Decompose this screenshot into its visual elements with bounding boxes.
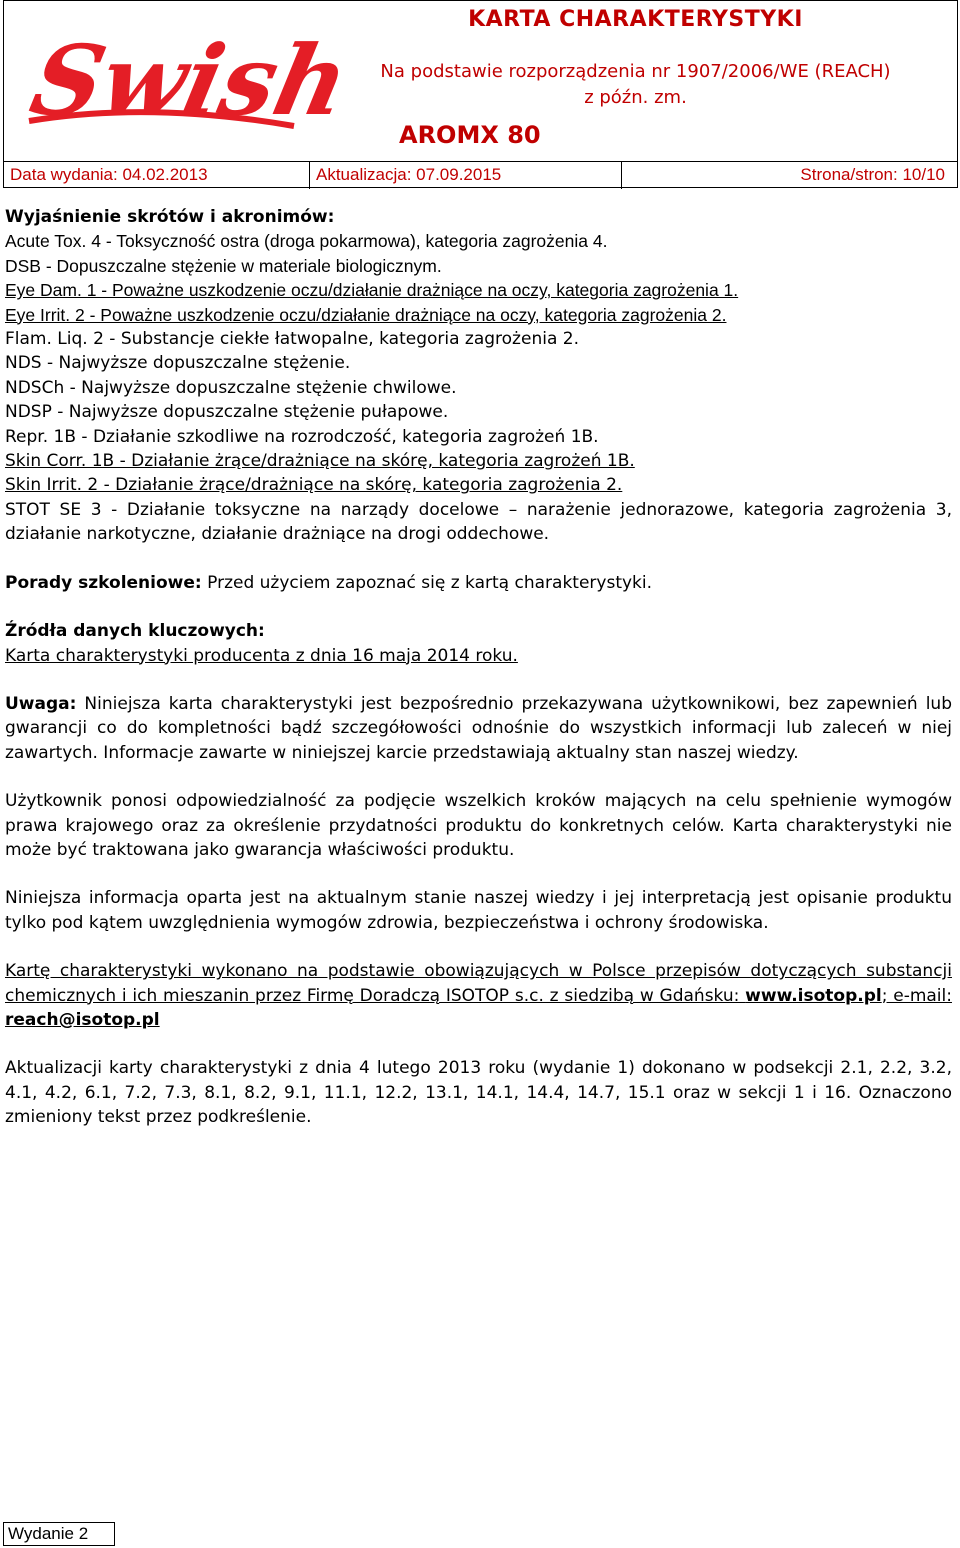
abbrev-eye-irrit: Eye Irrit. 2 - Poważne uszkodzenie oczu/działanie drażniące na oczy, kategoria zagrożenia 2.: [5, 304, 727, 325]
basis-paragraph: Niniejsza informacja oparta jest na aktualnym stanie naszej wiedzy i jej interpretacją jest opisanie produktu tylko pod kątem uwzględnienia wymogów zdrowia, bezpieczeństwa i ochrony środowiska.: [5, 888, 952, 933]
training-text: Przed użyciem zapoznać się z kartą charakterystyki.: [201, 572, 653, 593]
training-paragraph: [5, 571, 952, 595]
prepared-paragraph: [5, 959, 952, 1032]
sources-heading: Źródła danych kluczowych:: [5, 621, 265, 642]
abbrev-skin-corr: Skin Corr. 1B - Działanie żrące/drażniące na skórę, kategoria zagrożeń 1B.: [5, 451, 635, 472]
note-label: Uwaga:: [5, 693, 77, 714]
responsibility-paragraph: Użytkownik ponosi odpowiedzialność za podjęcie wszelkich kroków mających na celu spełnienie wymogów prawa krajowego oraz za określenie przydatności produktu do konkretnych celów. Karta charakterystyki nie może być traktowana jako gwarancja właściwości produktu.: [5, 791, 952, 860]
document-header: [3, 0, 958, 188]
prepared-sep: ; e-mail:: [881, 985, 952, 1006]
logo-text: Swish: [21, 24, 359, 137]
product-name: AROMX 80: [399, 121, 541, 149]
abbrev-ndsch: NDSCh - Najwyższe dopuszczalne stężenie chwilowe.: [5, 377, 457, 398]
update-date: Aktualizacja: 07.09.2015: [310, 162, 622, 189]
document-title: KARTA CHARAKTERYSTYKI: [468, 7, 803, 32]
edition-footer: Wydanie 2: [3, 1522, 115, 1546]
website-link[interactable]: www.isotop.pl: [745, 985, 882, 1006]
email-link[interactable]: reach@isotop.pl: [5, 1009, 160, 1030]
document-body: [5, 205, 952, 1130]
abbrev-stot: STOT SE 3 - Działanie toksyczne na narządy docelowe – narażenie jednorazowe, kategoria zagrożenia 3, działanie narkotyczne, działanie drażniące na drogi oddechowe.: [5, 499, 952, 545]
abbrev-heading: Wyjaśnienie skrótów i akronimów:: [5, 207, 335, 227]
note-text: Niniejsza karta charakterystyki jest bezpośrednio przekazywana użytkownikowi, bez zapewnień lub gwarancji co do kompletności bądź szczegółowości odnośnie do wszystkich informacji lub zaleceń w niej zawartych. Informacje zawarte w niniejszej karcie przedstawiają aktualny stan naszej wiedzy.: [5, 693, 952, 763]
prepared-text: Kartę charakterystyki wykonano na podstawie obowiązujących w Polsce przepisów dotyczących substancji chemicznych i ich mieszanin przez Firmę Doradczą ISOTOP s.c. z siedzibą w Gdańsku:: [5, 961, 952, 1006]
abbrev-repr: Repr. 1B - Działanie szkodliwe na rozrodczość, kategoria zagrożeń 1B.: [5, 426, 599, 447]
regulation-line: Na podstawie rozporządzenia nr 1907/2006/WE (REACH): [380, 61, 891, 82]
note-paragraph: [5, 692, 952, 765]
sources-text: Karta charakterystyki producenta z dnia 16 maja 2014 roku.: [5, 645, 518, 666]
abbrev-eye-dam: Eye Dam. 1 - Poważne uszkodzenie oczu/działanie drażniące na oczy, kategoria zagrożenia 1.: [5, 280, 739, 301]
issue-date: Data wydania: 04.02.2013: [4, 162, 310, 189]
training-label: Porady szkoleniowe:: [5, 572, 202, 593]
abbrev-skin-irrit: Skin Irrit. 2 - Działanie żrące/drażniące na skórę, kategoria zagrożenia 2.: [5, 475, 623, 496]
abbrev-nds: NDS - Najwyższe dopuszczalne stężenie.: [5, 353, 351, 374]
abbrev-acute-tox: Acute Tox. 4 - Toksyczność ostra (droga pokarmowa), kategoria zagrożenia 4.: [5, 231, 608, 252]
update-paragraph: Aktualizacji karty charakterystyki z dnia 4 lutego 2013 roku (wydanie 1) dokonano w podsekcji 2.1, 2.2, 3.2, 4.1, 4.2, 6.1, 7.2, 7.3, 8.1, 8.2, 9.1, 11.1, 12.2, 13.1, 14.1, 14.4, 14.7, 15.1 oraz w sekcji 1 i 16. Oznaczono zmieniony tekst przez podkreślenie.: [5, 1058, 952, 1128]
swish-logo: [9, 1, 359, 153]
abbrev-ndsp: NDSP - Najwyższe dopuszczalne stężenie pułapowe.: [5, 402, 449, 423]
page-number: Strona/stron: 10/10: [800, 165, 945, 184]
regulation-amendments: z późn. zm.: [584, 87, 687, 108]
abbrev-dsb: DSB - Dopuszczalne stężenie w materiale biologicznym.: [5, 255, 442, 276]
abbrev-flam: Flam. Liq. 2 - Substancje ciekłe łatwopalne, kategoria zagrożenia 2.: [5, 329, 579, 350]
